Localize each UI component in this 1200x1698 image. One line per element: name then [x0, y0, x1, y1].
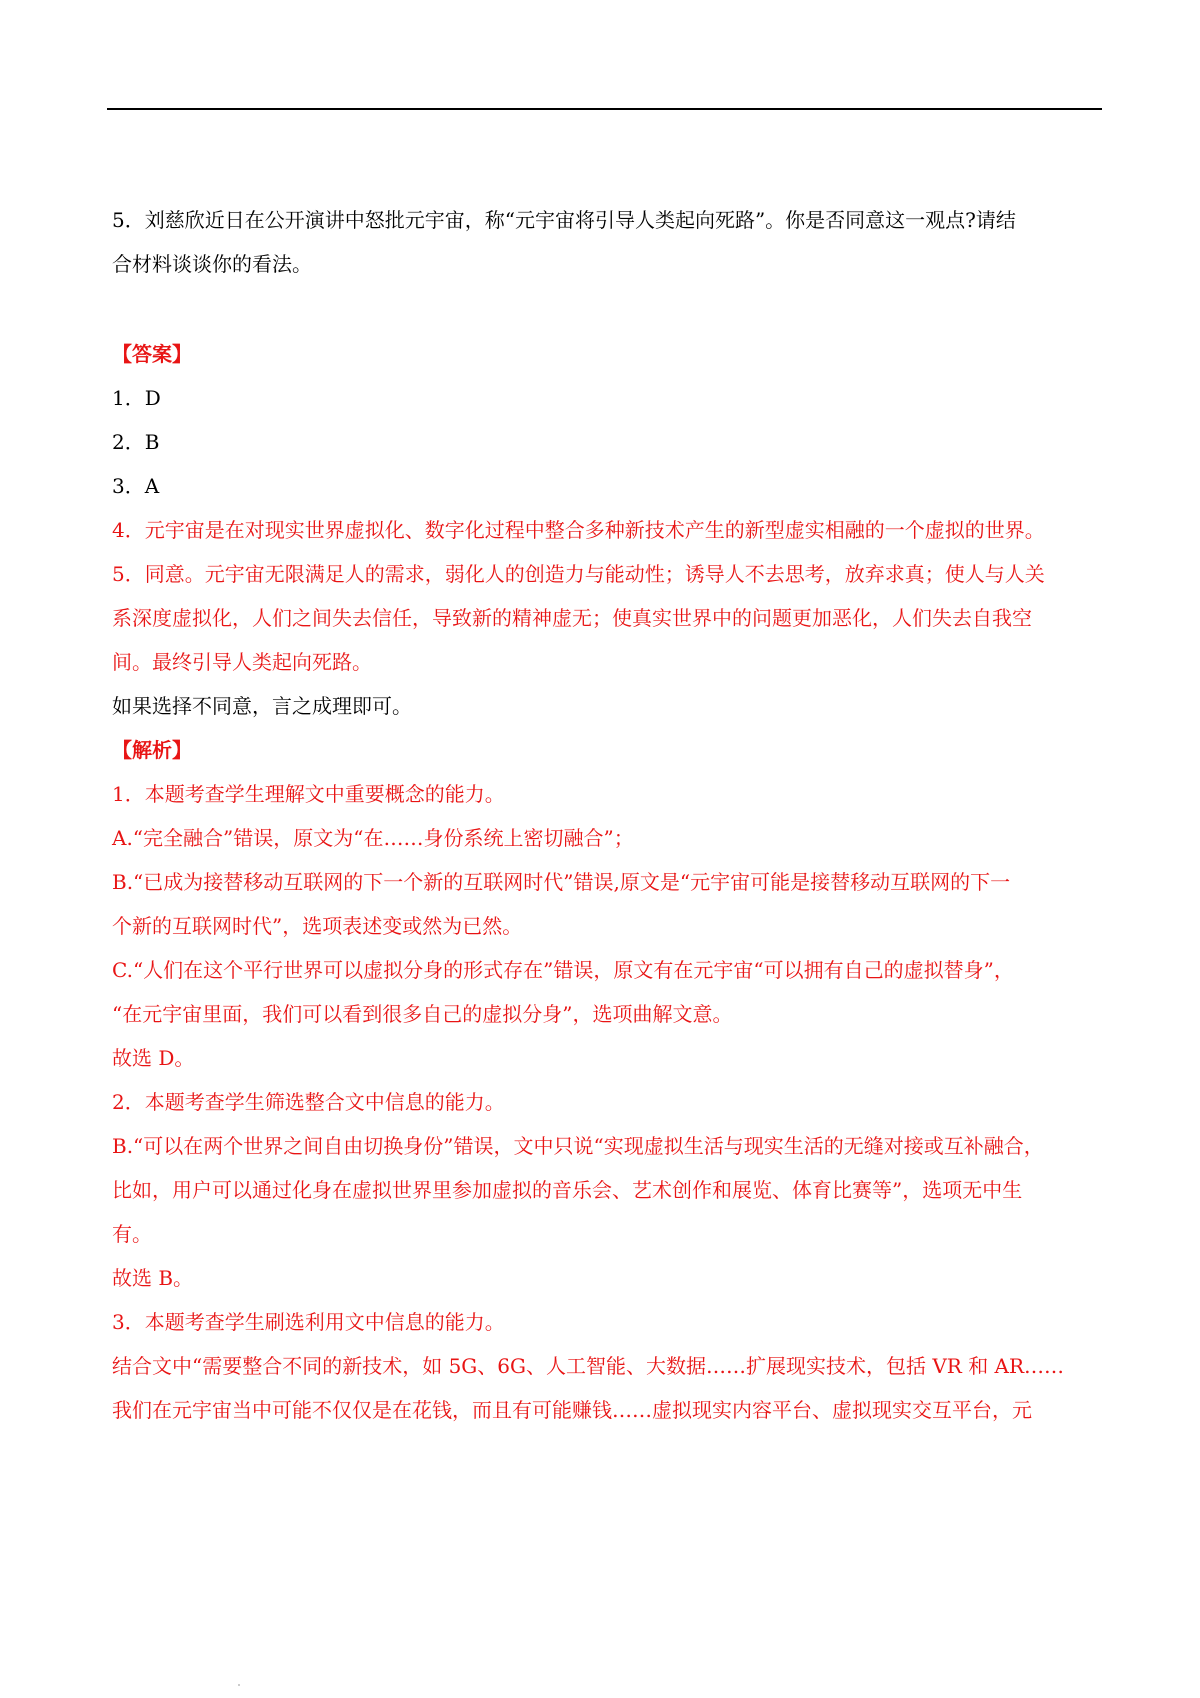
analysis-line: 1．本题考查学生理解文中重要概念的能力。 [112, 782, 505, 806]
analysis-line: B.“已成为接替移动互联网的下一个新的互联网时代”错误,原文是“元宇宙可能是接替移动互联网的下一 [112, 870, 1011, 894]
answer-heading: 【答案】 [112, 342, 192, 366]
answer-5-line-3: 间。最终引导人类起向死路。 [112, 650, 372, 674]
answer-1: 1．D [112, 386, 161, 410]
analysis-line: “在元宇宙里面，我们可以看到很多自己的虚拟分身”，选项曲解文意。 [112, 1002, 733, 1026]
analysis-line: 有。 [112, 1222, 152, 1246]
analysis-line: 个新的互联网时代”，选项表述变或然为已然。 [112, 914, 523, 938]
answer-3: 3．A [112, 474, 160, 498]
analysis-line: 故选 B。 [112, 1266, 194, 1290]
analysis-line: B.“可以在两个世界之间自由切换身份”错误，文中只说“实现虚拟生活与现实生活的无缝对接或互补融合， [112, 1134, 1044, 1158]
document-body [112, 198, 1108, 1432]
analysis-line: A.“完全融合”错误，原文为“在……身份系统上密切融合”； [112, 826, 634, 850]
answer-4: 4．元宇宙是在对现实世界虚拟化、数字化过程中整合多种新技术产生的新型虚实相融的一个虚拟的世界。 [112, 518, 1045, 542]
question-5-line-2: 合材料谈谈你的看法。 [112, 252, 312, 276]
analysis-line: C.“人们在这个平行世界可以虚拟分身的形式存在”错误，原文有在元宇宙“可以拥有自己的虚拟替身”， [112, 958, 1014, 982]
question-5-line-1: 5．刘慈欣近日在公开演讲中怒批元宇宙，称“元宇宙将引导人类起向死路”。你是否同意这一观点?请结 [112, 208, 1016, 232]
analysis-line: 故选 D。 [112, 1046, 195, 1070]
answer-2: 2．B [112, 430, 160, 454]
analysis-line: 比如，用户可以通过化身在虚拟世界里参加虚拟的音乐会、艺术创作和展览、体育比赛等”，选项无中生 [112, 1178, 1023, 1202]
analysis-line: 结合文中“需要整合不同的新技术，如 5G、6G、人工智能、大数据……扩展现实技术，包括 VR 和 AR…… [112, 1354, 1065, 1378]
answer-alt: 如果选择不同意，言之成理即可。 [112, 694, 412, 718]
header-rule [107, 108, 1102, 110]
analysis-line: 我们在元宇宙当中可能不仅仅是在花钱，而且有可能赚钱……虚拟现实内容平台、虚拟现实交互平台，元 [112, 1398, 1032, 1422]
spacer [112, 286, 1108, 332]
analysis-line: 3．本题考查学生刷选利用文中信息的能力。 [112, 1310, 505, 1334]
analysis-heading: 【解析】 [112, 738, 192, 762]
answer-5-line-2: 系深度虚拟化，人们之间失去信任，导致新的精神虚无；使真实世界中的问题更加恶化，人们失去自我空 [112, 606, 1032, 630]
answer-5-line-1: 5．同意。元宇宙无限满足人的需求，弱化人的创造力与能动性；诱导人不去思考，放弃求真；使人与人关 [112, 562, 1045, 586]
footer-mark [238, 1684, 240, 1686]
analysis-line: 2．本题考查学生筛选整合文中信息的能力。 [112, 1090, 505, 1114]
